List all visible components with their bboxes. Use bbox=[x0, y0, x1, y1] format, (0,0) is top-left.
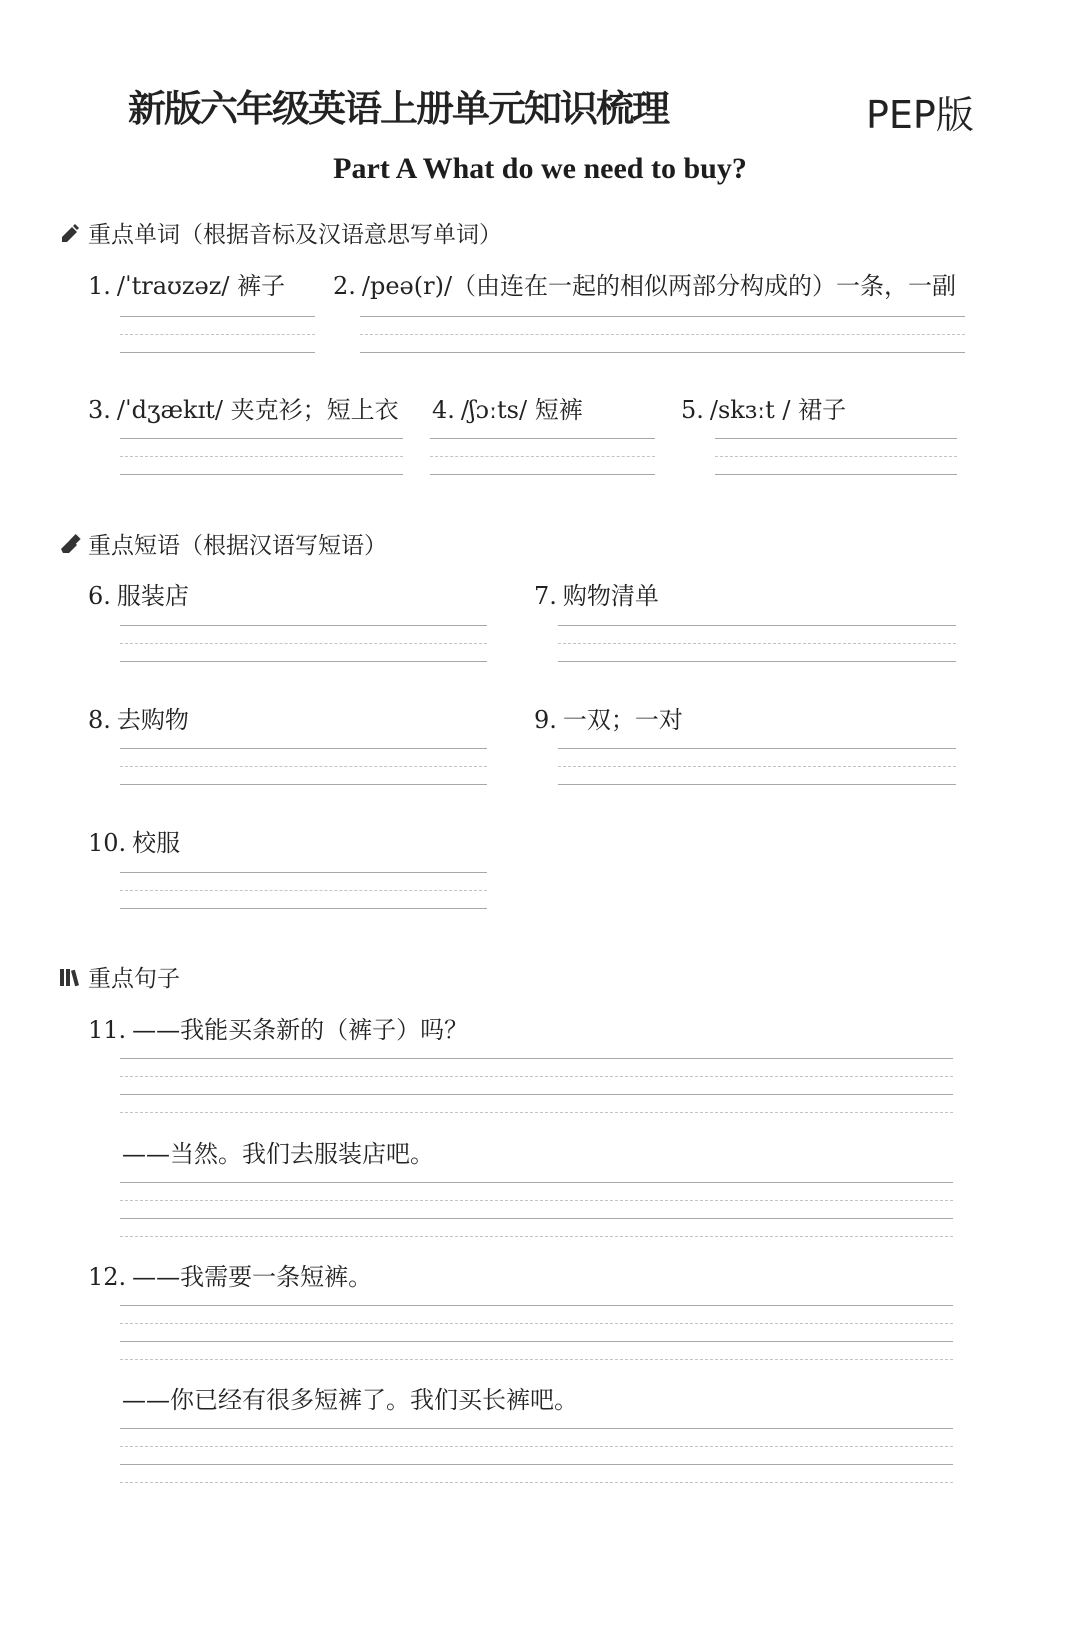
answer-line[interactable] bbox=[120, 908, 487, 909]
answer-line[interactable] bbox=[120, 1341, 953, 1342]
answer-guide-line bbox=[120, 1446, 953, 1447]
section-phrases-title: 重点短语（根据汉语写短语） bbox=[88, 533, 387, 559]
answer-line[interactable] bbox=[120, 1094, 953, 1095]
answer-line[interactable] bbox=[120, 474, 403, 475]
answer-line[interactable] bbox=[120, 1182, 953, 1183]
books-icon bbox=[58, 965, 82, 989]
answer-guide-line bbox=[120, 334, 315, 335]
answer-line[interactable] bbox=[360, 316, 965, 317]
word-item: 2. /peə(r)/（由连在一起的相似两部分构成的）一条，一副 bbox=[333, 272, 957, 300]
answer-line[interactable] bbox=[120, 1305, 953, 1306]
word-item: 1. /ˈtraʊzəz/ 裤子 bbox=[88, 272, 286, 300]
answer-guide-line bbox=[558, 766, 956, 767]
answer-line[interactable] bbox=[120, 316, 315, 317]
answer-line[interactable] bbox=[120, 1464, 953, 1465]
section-sentences-heading bbox=[58, 960, 180, 993]
answer-line[interactable] bbox=[120, 1058, 953, 1059]
sentence-item: 12. ——我需要一条短裤。 bbox=[88, 1263, 373, 1291]
phrase-item: 7. 购物清单 bbox=[534, 582, 659, 610]
pencil-eraser-icon bbox=[58, 532, 82, 556]
answer-guide-line bbox=[120, 643, 487, 644]
sentence-item: 11. ——我能买条新的（裤子）吗？ bbox=[88, 1016, 469, 1044]
answer-line[interactable] bbox=[715, 438, 957, 439]
worksheet-header-title: 新版六年级英语上册单元知识梳理 bbox=[128, 87, 669, 130]
answer-line[interactable] bbox=[120, 784, 487, 785]
answer-guide-line bbox=[430, 456, 655, 457]
section-words-title: 重点单词（根据音标及汉语意思写单词） bbox=[88, 222, 502, 248]
answer-line[interactable] bbox=[558, 625, 956, 626]
answer-guide-line bbox=[558, 643, 956, 644]
answer-line[interactable] bbox=[360, 352, 965, 353]
answer-line[interactable] bbox=[120, 872, 487, 873]
answer-guide-line bbox=[120, 766, 487, 767]
answer-guide-line bbox=[120, 456, 403, 457]
phrase-item: 6. 服装店 bbox=[88, 582, 189, 610]
answer-guide-line bbox=[120, 1482, 953, 1483]
answer-line[interactable] bbox=[430, 438, 655, 439]
answer-guide-line bbox=[120, 890, 487, 891]
answer-guide-line bbox=[360, 334, 965, 335]
sentence-item: ——当然。我们去服装店吧。 bbox=[122, 1140, 434, 1168]
answer-guide-line bbox=[120, 1236, 953, 1237]
phrase-item: 9. 一双；一对 bbox=[534, 706, 683, 734]
publisher-brand: PEP版 bbox=[866, 93, 974, 137]
answer-line[interactable] bbox=[120, 748, 487, 749]
pen-icon bbox=[58, 221, 82, 245]
word-item: 5. /skɜːt / 裙子 bbox=[681, 396, 847, 424]
answer-line[interactable] bbox=[715, 474, 957, 475]
answer-line[interactable] bbox=[120, 1428, 953, 1429]
answer-line[interactable] bbox=[120, 661, 487, 662]
section-sentences-title: 重点句子 bbox=[88, 966, 180, 992]
part-title: Part A What do we need to buy? bbox=[333, 152, 747, 185]
phrase-item: 10. 校服 bbox=[88, 829, 181, 857]
answer-line[interactable] bbox=[120, 625, 487, 626]
phrase-item: 8. 去购物 bbox=[88, 706, 189, 734]
answer-line[interactable] bbox=[558, 661, 956, 662]
answer-guide-line bbox=[120, 1112, 953, 1113]
answer-guide-line bbox=[120, 1323, 953, 1324]
answer-line[interactable] bbox=[430, 474, 655, 475]
word-item: 3. /ˈdʒækɪt/ 夹克衫；短上衣 bbox=[88, 396, 399, 424]
section-phrases-heading bbox=[58, 527, 387, 560]
answer-line[interactable] bbox=[120, 1218, 953, 1219]
sentence-item: ——你已经有很多短裤了。我们买长裤吧。 bbox=[122, 1386, 578, 1414]
answer-guide-line bbox=[120, 1076, 953, 1077]
section-words-heading bbox=[58, 216, 502, 249]
answer-line[interactable] bbox=[120, 352, 315, 353]
answer-line[interactable] bbox=[558, 784, 956, 785]
answer-line[interactable] bbox=[558, 748, 956, 749]
answer-guide-line bbox=[120, 1200, 953, 1201]
word-item: 4. /ʃɔːts/ 短裤 bbox=[432, 396, 583, 424]
answer-guide-line bbox=[120, 1359, 953, 1360]
answer-guide-line bbox=[715, 456, 957, 457]
answer-line[interactable] bbox=[120, 438, 403, 439]
